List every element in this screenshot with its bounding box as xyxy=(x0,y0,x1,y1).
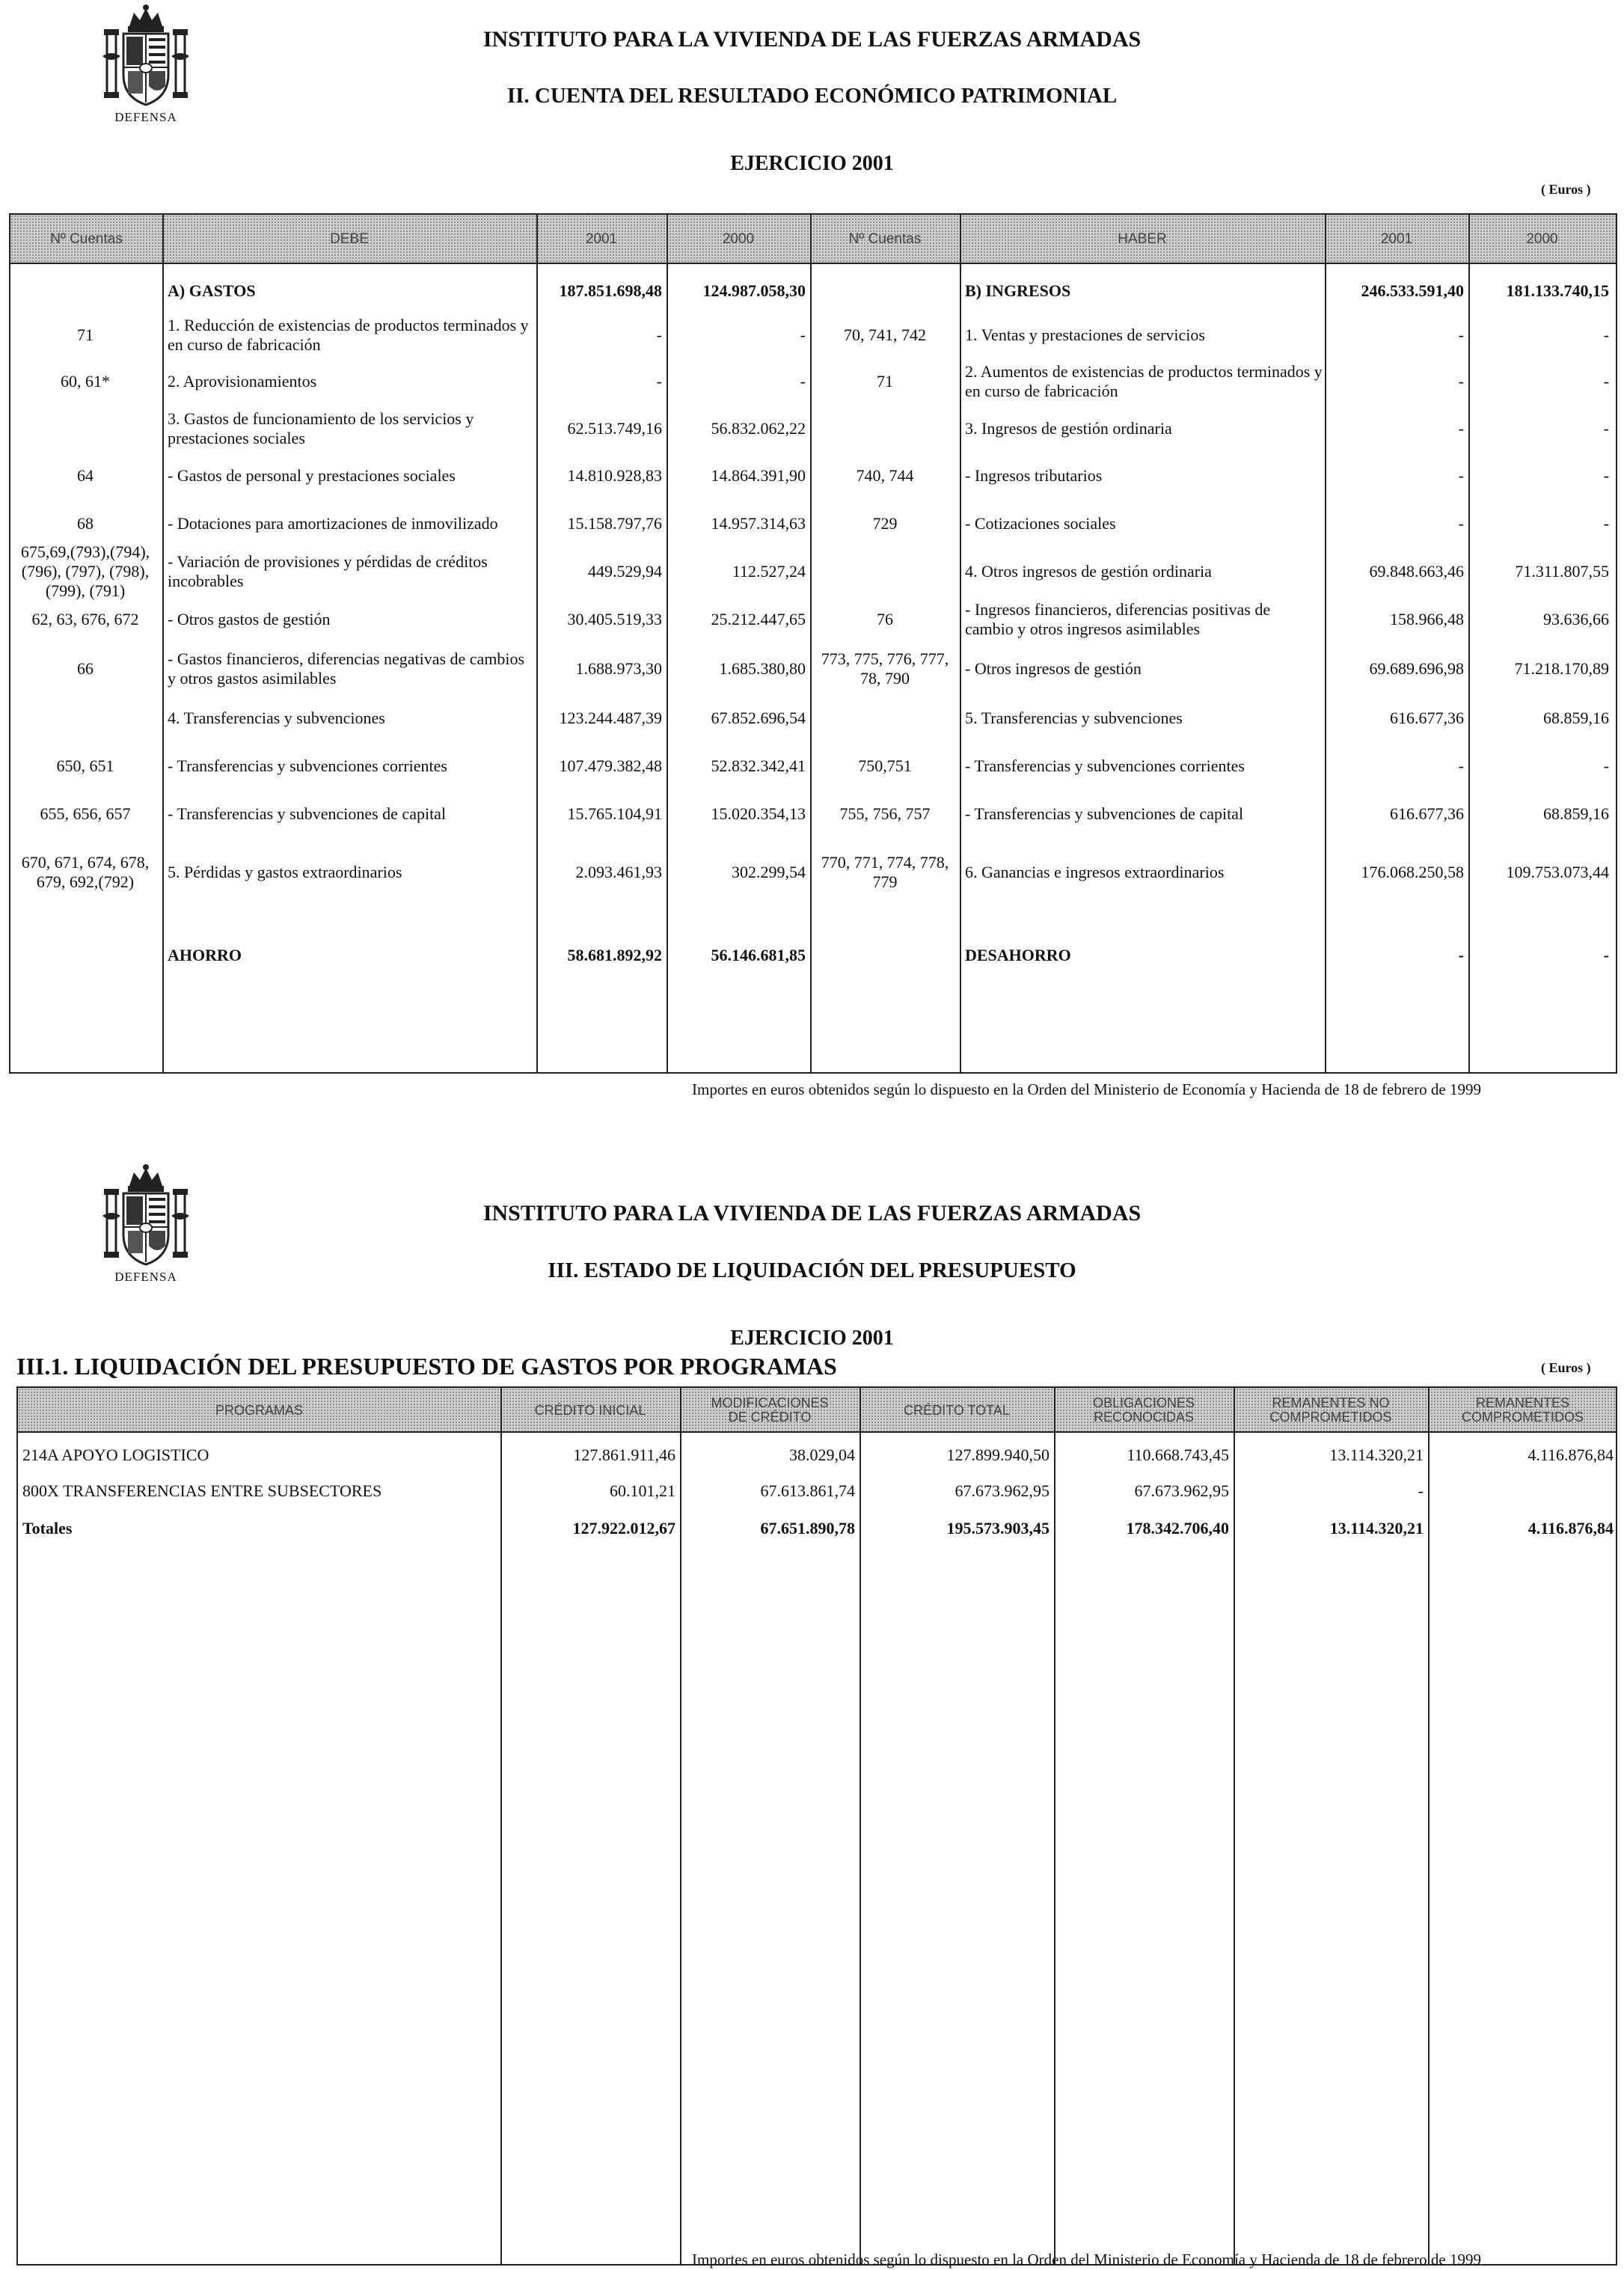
haber-concept: 2. Aumentos de existencias de productos terminados y en curso de fabricación xyxy=(965,362,1323,400)
remanentes-no: - xyxy=(1418,1481,1424,1500)
account-haber: 70, 741, 742 xyxy=(844,325,926,344)
account-haber: 71 xyxy=(877,372,893,391)
debe-concept: 3. Gastos de funcionamiento de los servicios y prestaciones sociales xyxy=(168,409,474,447)
debe-2001: 14.810.928,83 xyxy=(567,466,662,485)
debe-2001: - xyxy=(656,325,662,344)
debe-concept: - Gastos financieros, diferencias negativas de cambios y otros gastos asimilables xyxy=(168,649,525,688)
header-cuentas-haber: Nº Cuentas xyxy=(848,231,922,247)
credito-total: 67.673.962,95 xyxy=(955,1481,1050,1500)
haber-2000: - xyxy=(1603,946,1609,964)
modificaciones: 67.613.861,74 xyxy=(760,1481,855,1500)
account-debe xyxy=(12,275,159,308)
debe-2000: 67.852.696,54 xyxy=(711,709,806,727)
debe-concept: - Transferencias y subvenciones corrientes xyxy=(168,756,447,775)
haber-concept: 4. Otros ingresos de gestión ordinaria xyxy=(965,562,1212,581)
header-modificaciones: MODIFICACIONES DE CRÉDITO xyxy=(711,1395,829,1425)
debe-2000: - xyxy=(800,372,806,391)
header-obligaciones: OBLIGACIONES RECONOCIDAS xyxy=(1092,1395,1195,1425)
haber-2000: - xyxy=(1603,372,1609,391)
credito-total: 127.899.940,50 xyxy=(946,1445,1050,1464)
obligaciones: 178.342.706,40 xyxy=(1126,1519,1229,1538)
debe-2000: 14.957.314,63 xyxy=(711,514,806,533)
header-debe-2001: 2001 xyxy=(585,231,618,247)
debe-2001: 30.405.519,33 xyxy=(567,610,662,628)
haber-2001: - xyxy=(1458,325,1464,344)
debe-2001: 123.244.487,39 xyxy=(559,709,662,727)
units-label-2: ( Euros ) xyxy=(1541,1360,1591,1375)
debe-2000: 25.212.447,65 xyxy=(711,610,806,628)
haber-2000: - xyxy=(1603,466,1609,485)
debe-2000: - xyxy=(800,325,806,344)
account-haber: 76 xyxy=(877,610,893,628)
report-subtitle: II. CUENTA DEL RESULTADO ECONÓMICO PATRIMONIAL xyxy=(506,84,1118,108)
account-haber xyxy=(812,406,958,452)
debe-2000: 56.832.062,22 xyxy=(711,419,806,438)
section-heading: III.1. LIQUIDACIÓN DEL PRESUPUESTO DE GASTOS POR PROGRAMAS xyxy=(16,1353,837,1380)
account-debe: 670, 671, 674, 678, 679, 692,(792) xyxy=(21,853,150,891)
debe-2000: 124.987.058,30 xyxy=(702,281,806,300)
haber-concept: DESAHORRO xyxy=(965,946,1071,964)
debe-concept: 5. Pérdidas y gastos extraordinarios xyxy=(168,863,402,881)
haber-concept: - Cotizaciones sociales xyxy=(965,514,1116,533)
modificaciones: 38.029,04 xyxy=(789,1445,855,1464)
account-haber: 770, 771, 774, 778, 779 xyxy=(821,853,949,891)
header-remanentes-comp: REMANENTES COMPROMETIDOS xyxy=(1461,1395,1584,1425)
debe-2001: 62.513.749,16 xyxy=(567,419,662,438)
debe-concept: A) GASTOS xyxy=(168,281,256,300)
debe-concept: 2. Aprovisionamientos xyxy=(168,372,317,391)
haber-2001: 176.068.250,58 xyxy=(1361,863,1464,881)
credito-inicial: 127.922.012,67 xyxy=(572,1519,675,1538)
header-debe: DEBE xyxy=(330,231,369,247)
debe-2000: 302.299,54 xyxy=(732,863,806,881)
haber-2001: 616.677,36 xyxy=(1390,804,1464,823)
haber-2000: - xyxy=(1603,756,1609,775)
header-cuentas-debe: Nº Cuentas xyxy=(50,231,123,247)
programa: 800X TRANSFERENCIAS ENTRE SUBSECTORES xyxy=(22,1481,382,1500)
haber-2000: 93.636,66 xyxy=(1543,610,1609,628)
debe-concept: - Transferencias y subvenciones de capital xyxy=(168,804,447,823)
budget-liquidation-table xyxy=(16,1386,1617,2266)
haber-2001: 158.966,48 xyxy=(1390,610,1464,628)
account-haber: 729 xyxy=(872,514,898,533)
haber-concept: 1. Ventas y prestaciones de servicios xyxy=(965,325,1205,344)
haber-2000: 71.311.807,55 xyxy=(1515,562,1609,581)
debe-2000: 15.020.354,13 xyxy=(711,804,806,823)
haber-2001: 246.533.591,40 xyxy=(1361,281,1464,300)
exercise-year-2: EJERCICIO 2001 xyxy=(730,1327,894,1350)
account-debe: 68 xyxy=(77,514,94,533)
footnote: Importes en euros obtenidos según lo dispuesto en la Orden del Ministerio de Economía y Hacienda de 18 de febrero de 1999 xyxy=(692,1080,1481,1098)
haber-2000: 109.753.073,44 xyxy=(1506,863,1609,881)
obligaciones: 67.673.962,95 xyxy=(1134,1481,1229,1500)
account-haber xyxy=(812,695,958,741)
account-haber: 755, 756, 757 xyxy=(839,804,931,823)
credito-inicial: 127.861.911,46 xyxy=(573,1445,675,1464)
header-credito-inicial: CRÉDITO INICIAL xyxy=(534,1402,646,1418)
haber-concept: - Ingresos tributarios xyxy=(965,466,1103,485)
account-haber: 773, 775, 776, 777, 78, 790 xyxy=(821,649,949,688)
account-haber xyxy=(812,275,958,308)
obligaciones: 110.668.743,45 xyxy=(1127,1445,1229,1464)
debe-concept: 4. Transferencias y subvenciones xyxy=(168,709,385,727)
account-debe: 675,69,(793),(794), (796), (797), (798), (799), (791) xyxy=(20,542,150,600)
emblem-label: DEFENSA xyxy=(114,1270,177,1284)
account-debe: 60, 61* xyxy=(61,372,110,391)
haber-2001: 616.677,36 xyxy=(1390,709,1464,727)
debe-concept: 1. Reducción de existencias de productos terminados y en curso de fabricación xyxy=(168,316,529,354)
debe-2000: 56.146.681,85 xyxy=(711,946,806,964)
haber-2001: 69.689.696,98 xyxy=(1369,659,1464,678)
remanentes-comp: 4.116.876,84 xyxy=(1528,1445,1614,1464)
haber-concept: B) INGRESOS xyxy=(965,281,1071,300)
credito-inicial: 60.101,21 xyxy=(610,1481,675,1500)
account-debe: 71 xyxy=(77,325,94,344)
debe-2001: 15.765.104,91 xyxy=(567,804,662,823)
haber-2001: - xyxy=(1458,514,1464,533)
debe-concept: - Gastos de personal y prestaciones sociales xyxy=(168,466,456,485)
exercise-year: EJERCICIO 2001 xyxy=(730,152,894,175)
account-debe: 66 xyxy=(77,659,94,678)
income-statement-table xyxy=(9,213,1617,1074)
debe-2001: 107.479.382,48 xyxy=(559,756,662,775)
account-haber xyxy=(812,933,958,978)
account-debe: 650, 651 xyxy=(56,756,114,775)
haber-2001: - xyxy=(1458,419,1464,438)
haber-2001: - xyxy=(1458,756,1464,775)
haber-concept: 6. Ganancias e ingresos extraordinarios xyxy=(965,863,1225,881)
account-debe xyxy=(12,933,159,978)
haber-2000: - xyxy=(1603,514,1609,533)
header-haber: HABER xyxy=(1118,231,1167,247)
debe-2000: 112.527,24 xyxy=(732,562,806,581)
debe-2001: 58.681.892,92 xyxy=(567,946,662,964)
haber-2001: - xyxy=(1458,372,1464,391)
account-debe: 655, 656, 657 xyxy=(40,804,131,823)
account-haber: 750,751 xyxy=(858,756,912,775)
debe-2001: 1.688.973,30 xyxy=(575,659,662,678)
programa: Totales xyxy=(22,1519,73,1538)
haber-2001: 69.848.663,46 xyxy=(1369,562,1464,581)
account-debe: 62, 63, 676, 672 xyxy=(31,610,139,628)
remanentes-no: 13.114.320,21 xyxy=(1329,1445,1424,1464)
haber-2000: 181.133.740,15 xyxy=(1506,281,1609,300)
header-credito-total: CRÉDITO TOTAL xyxy=(904,1402,1010,1418)
debe-concept: AHORRO xyxy=(168,946,242,964)
debe-2001: 187.851.698,48 xyxy=(559,281,662,300)
institute-title-2: INSTITUTO PARA LA VIVIENDA DE LAS FUERZAS ARMADAS xyxy=(482,1201,1142,1226)
account-haber: 740, 744 xyxy=(856,466,914,485)
haber-concept: - Transferencias y subvenciones corrientes xyxy=(965,756,1245,775)
credito-total: 195.573.903,45 xyxy=(946,1519,1050,1538)
debe-concept: - Otros gastos de gestión xyxy=(168,610,331,628)
remanentes-no: 13.114.320,21 xyxy=(1329,1519,1424,1538)
debe-2000: 1.685.380,80 xyxy=(719,659,806,678)
haber-concept: 3. Ingresos de gestión ordinaria xyxy=(965,419,1172,438)
debe-2000: 14.864.391,90 xyxy=(711,466,806,485)
account-debe: 64 xyxy=(77,466,94,485)
debe-concept: - Dotaciones para amortizaciones de inmovilizado xyxy=(168,514,498,533)
units-label: ( Euros ) xyxy=(1541,182,1591,197)
account-haber xyxy=(812,548,958,595)
debe-2001: 2.093.461,93 xyxy=(575,863,662,881)
programa: 214A APOYO LOGISTICO xyxy=(22,1445,209,1464)
header-haber-2000: 2000 xyxy=(1526,231,1558,247)
debe-2001: - xyxy=(656,372,662,391)
haber-2000: - xyxy=(1603,419,1609,438)
debe-2000: 52.832.342,41 xyxy=(711,756,806,775)
header-programas: PROGRAMAS xyxy=(215,1402,304,1418)
haber-concept: - Ingresos financieros, diferencias positivas de cambio y otros ingresos asimilables xyxy=(965,600,1271,638)
header-haber-2001: 2001 xyxy=(1380,231,1413,247)
haber-2000: 68.859,16 xyxy=(1543,804,1609,823)
haber-2000: 68.859,16 xyxy=(1543,709,1609,727)
debe-2001: 449.529,94 xyxy=(588,562,662,581)
modificaciones: 67.651.890,78 xyxy=(760,1519,855,1538)
report-subtitle-2: III. ESTADO DE LIQUIDACIÓN DEL PRESUPUESTO xyxy=(548,1258,1076,1282)
remanentes-comp: 4.116.876,84 xyxy=(1528,1519,1614,1538)
debe-concept: - Variación de provisiones y pérdidas de créditos incobrables xyxy=(168,552,488,590)
footnote-2: Importes en euros obtenidos según lo dispuesto en la Orden del Ministerio de Economía y Hacienda de 18 de febrero de 1999 xyxy=(692,2251,1481,2269)
account-debe xyxy=(12,406,159,452)
emblem-label: DEFENSA xyxy=(114,110,177,124)
header-remanentes-no: REMANENTES NO COMPROMETIDOS xyxy=(1269,1395,1392,1425)
haber-2000: 71.218.170,89 xyxy=(1514,659,1609,678)
header-debe-2000: 2000 xyxy=(722,231,755,247)
haber-concept: - Transferencias y subvenciones de capital xyxy=(965,804,1244,823)
haber-concept: 5. Transferencias y subvenciones xyxy=(965,709,1183,727)
haber-concept: - Otros ingresos de gestión xyxy=(965,659,1142,678)
debe-2001: 15.158.797,76 xyxy=(567,514,662,533)
haber-2001: - xyxy=(1458,946,1464,964)
account-debe xyxy=(12,695,159,741)
haber-2000: - xyxy=(1603,325,1609,344)
institute-title: INSTITUTO PARA LA VIVIENDA DE LAS FUERZAS ARMADAS xyxy=(482,27,1142,52)
haber-2001: - xyxy=(1458,466,1464,485)
remanentes-comp xyxy=(1430,1476,1614,1506)
